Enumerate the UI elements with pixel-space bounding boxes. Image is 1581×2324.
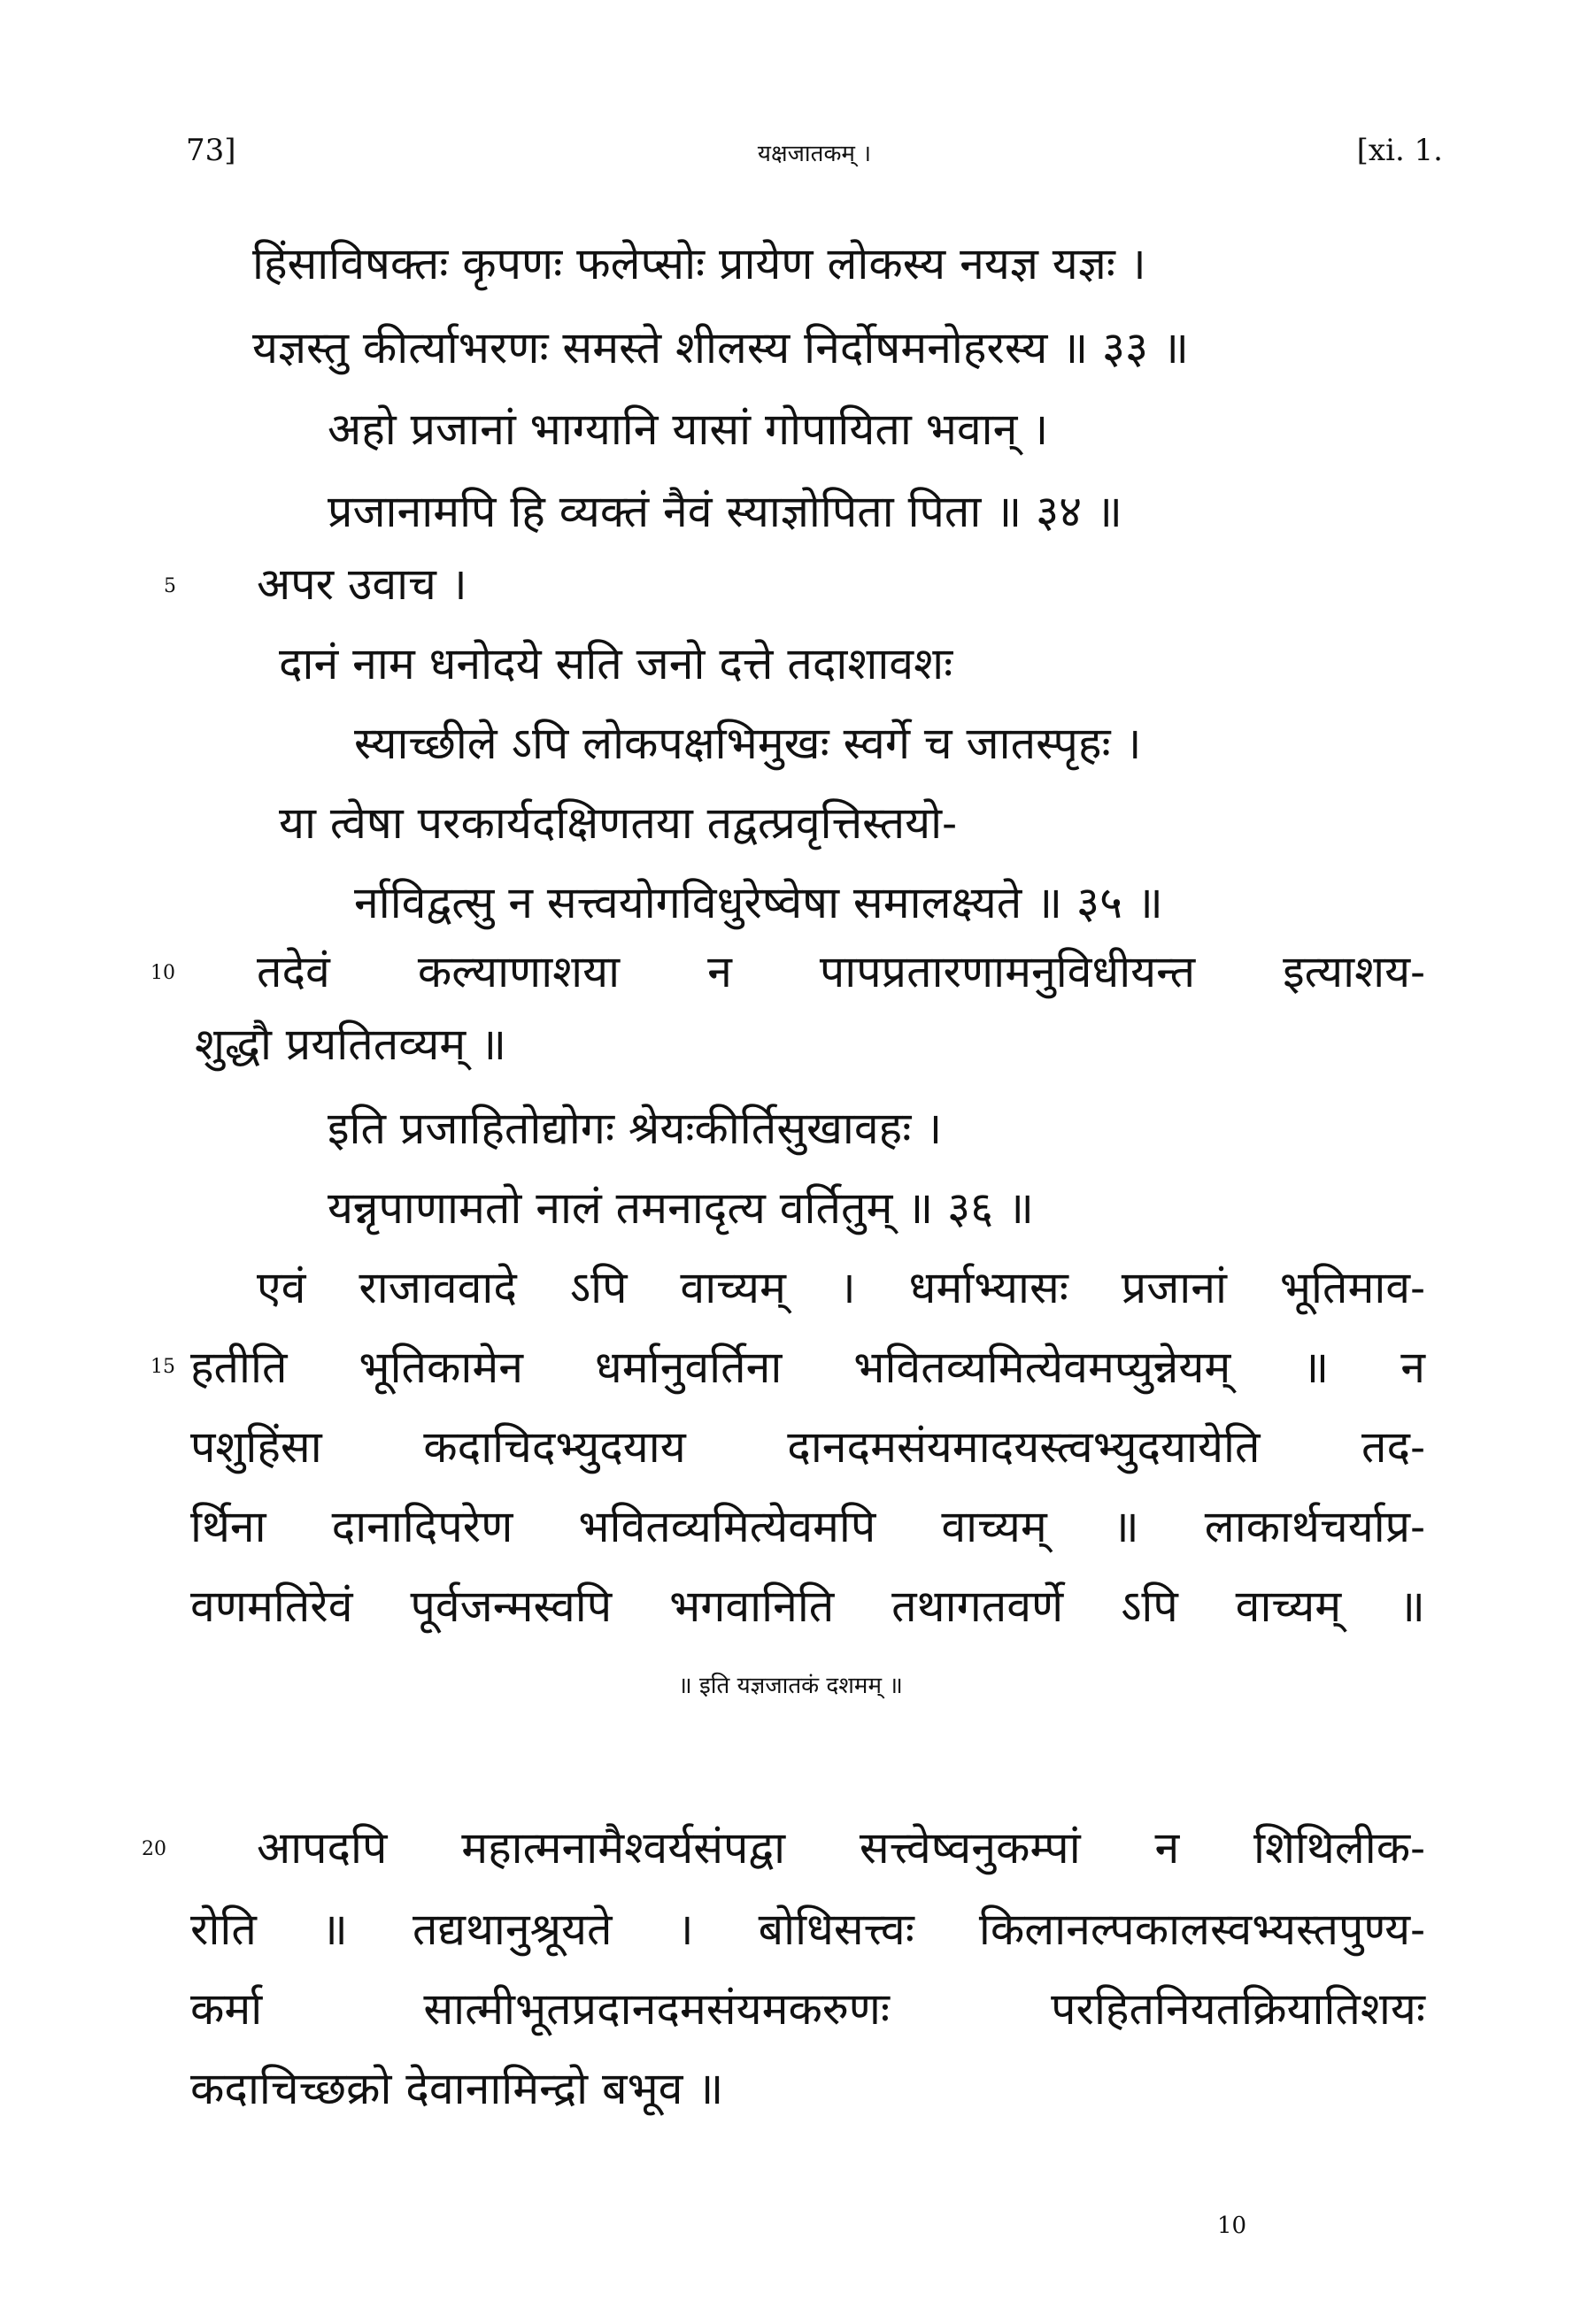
- chapter-title: यक्षजातकम् ।: [757, 141, 872, 167]
- prose-3-line-d: कदाचिच्छक्रो देवानामिन्द्रो बभूव ॥: [190, 2063, 724, 2114]
- prose-2-line-c: पशुहिंसा कदाचिदभ्युदयाय दानदमसंयमादयस्त्वभ्युदयायेति तद-: [190, 1421, 1425, 1473]
- page-number: 10: [1217, 2212, 1247, 2239]
- chapter-colophon: ॥ इति यज्ञजातकं दशमम् ॥: [678, 1673, 903, 1699]
- verse-35-line-d: र्नाविद्वत्सु न सत्त्वयोगविधुरेष्वेषा समालक्ष्यते ॥ ३५ ॥: [354, 877, 1163, 928]
- prose-3-line-a: आपदपि महात्मनामैश्वर्यसंपद्वा सत्त्वेष्वनुकम्पां न शिथिलीक-: [257, 1822, 1425, 1874]
- verse-34-line-b: प्रजानामपि हि व्यक्तं नैवं स्याज्ञोपिता पिता ॥ ३४ ॥: [328, 486, 1122, 537]
- prose-2-line-d: र्थिना दानादिपरेण भवितव्यमित्येवमपि वाच्यम् ॥ लाकार्थचर्याप्र-: [190, 1501, 1425, 1552]
- prose-2-line-e: वणमतिरेवं पूर्वजन्मस्वपि भगवानिति तथागतवर्णे ऽपि वाच्यम् ॥: [190, 1581, 1425, 1632]
- prose-2-line-b: हतीति भूतिकामेन धर्मानुवर्तिना भवितव्यमित्येवमप्युन्नेयम् ॥ न: [190, 1342, 1425, 1393]
- line-number-10: 10: [150, 962, 175, 984]
- prose-2-line-a: एवं राजाववादे ऽपि वाच्यम् । धर्माभ्यासः प्रजानां भूतिमाव-: [257, 1262, 1425, 1313]
- verse-35-line-b: स्याच्छीले ऽपि लोकपक्षभिमुखः स्वर्गे च जातस्पृहः ।: [354, 718, 1142, 769]
- prose-3-line-c: कर्मा सात्मीभूतप्रदानदमसंयमकरुणः परहितनियतक्रियातिशयः: [190, 1983, 1425, 2035]
- verse-33-line-a: हिंसाविषक्तः कृपणः फलेप्सोः प्रायेण लोकस्य नयज्ञ यज्ञः ।: [252, 238, 1146, 289]
- verse-36-line-b: यन्नृपाणामतो नालं तमनादृत्य वर्तितुम् ॥ ३६ ॥: [328, 1182, 1034, 1234]
- verse-36-line-a: इति प्रजाहितोद्योगः श्रेयःकीर्तिसुखावहः ।: [328, 1103, 943, 1154]
- verse-35-line-c: या त्वेषा परकार्यदक्षिणतया तद्वत्प्रवृत्तिस्तयो-: [279, 797, 957, 849]
- verse-34-line-a: अहो प्रजानां भाग्यानि यासां गोपायिता भवान् ।: [328, 404, 1049, 455]
- prose-3-line-b: रोति ॥ तद्यथानुश्रूयते । बोधिसत्त्वः किलानल्पकालस्वभ्यस्तपुण्य-: [190, 1904, 1425, 1955]
- line-number-15: 15: [150, 1356, 175, 1378]
- section-reference: [xi. 1.: [1356, 133, 1443, 168]
- prose-1-line-a: तदेवं कल्याणाशया न पापप्रतारणामनुविधीयन्त इत्याशय-: [257, 946, 1425, 997]
- verse-35-line-a: दानं नाम धनोदये सति जनो दत्ते तदाशावशः: [279, 638, 953, 689]
- speaker-heading: अपर उवाच ।: [257, 558, 467, 610]
- running-head: [186, 133, 1443, 177]
- page-reference: 73]: [186, 133, 236, 168]
- prose-1-line-b: शुद्धौ प्रयतितव्यम् ॥: [195, 1019, 507, 1070]
- verse-33-line-b: यज्ञस्तु कीर्त्याभरणः समस्ते शीलस्य निर्दोषमनोहरस्य ॥ ३३ ॥: [252, 322, 1189, 373]
- line-number-20: 20: [142, 1838, 166, 1860]
- line-number-5: 5: [164, 575, 176, 597]
